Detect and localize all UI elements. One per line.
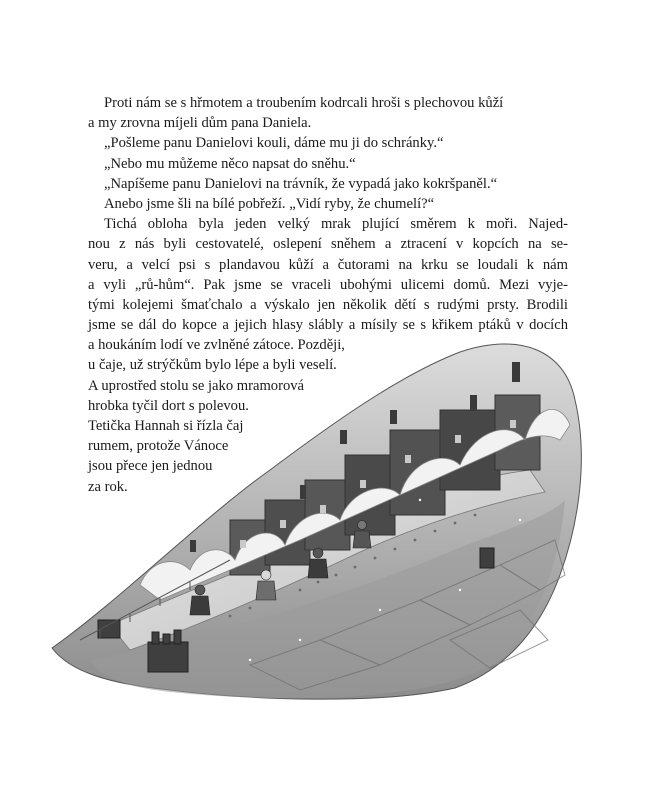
text-line: u čaje, už strýčkům bylo lépe a byli veselí. xyxy=(88,357,337,374)
text-line: za rok. xyxy=(88,478,128,495)
text-line: a my zrovna míjeli dům pana Daniela. xyxy=(88,115,312,132)
text-line: rumem, protože Vánoce xyxy=(88,438,229,455)
text-line: nou z nás byli cestovatelé, oslepení sněhem a ztracení v kopcích na se- xyxy=(88,236,568,253)
text-line: „Pošleme panu Danielovi kouli, dáme mu ji do schránky.“ xyxy=(104,135,444,152)
text-line: veru, a velcí psi s plandavou kůží a čutorami na krku se loudali k nám xyxy=(88,256,568,273)
text-line: Tetička Hannah si řízla čaj xyxy=(88,418,244,434)
text-line: a vyli „rů-hům“. Pak jsme se vraceli ubohými ulicemi domů. Mezi vyje- xyxy=(88,276,568,293)
text-line: „Napíšeme panu Danielovi na trávník, že vypadá jako kokršpaněl.“ xyxy=(104,175,498,192)
text-line: A uprostřed stolu se jako mramorová xyxy=(88,377,305,394)
text-line: jsme se dál do kopce a jejich hlasy slábly a mísily se s křikem ptáků v docích xyxy=(88,317,568,334)
text-line: jsou přece jen jednou xyxy=(88,458,213,475)
text-line: Proti nám se s hřmotem a troubením kodrcali hroši s plechovou kůží xyxy=(104,95,504,111)
text-line: „Nebo mu můžeme něco napsat do sněhu.“ xyxy=(104,155,356,172)
text-line: tými kolejemi šmaťchalo a výskalo jen několik dětí s rudými prsty. Brodili xyxy=(88,296,568,313)
text-line: Tichá obloha byla jeden velký mrak plující směrem k moři. Najed- xyxy=(104,216,568,233)
text-line: a houkáním lodí ve zvlněné zátoce. Později, xyxy=(88,337,345,354)
text-line: hrobka tyčil dort s polevou. xyxy=(88,397,249,414)
text-line: Anebo jsme šli na bílé pobřeží. „Vidí ryby, že chumelí?“ xyxy=(104,195,435,212)
